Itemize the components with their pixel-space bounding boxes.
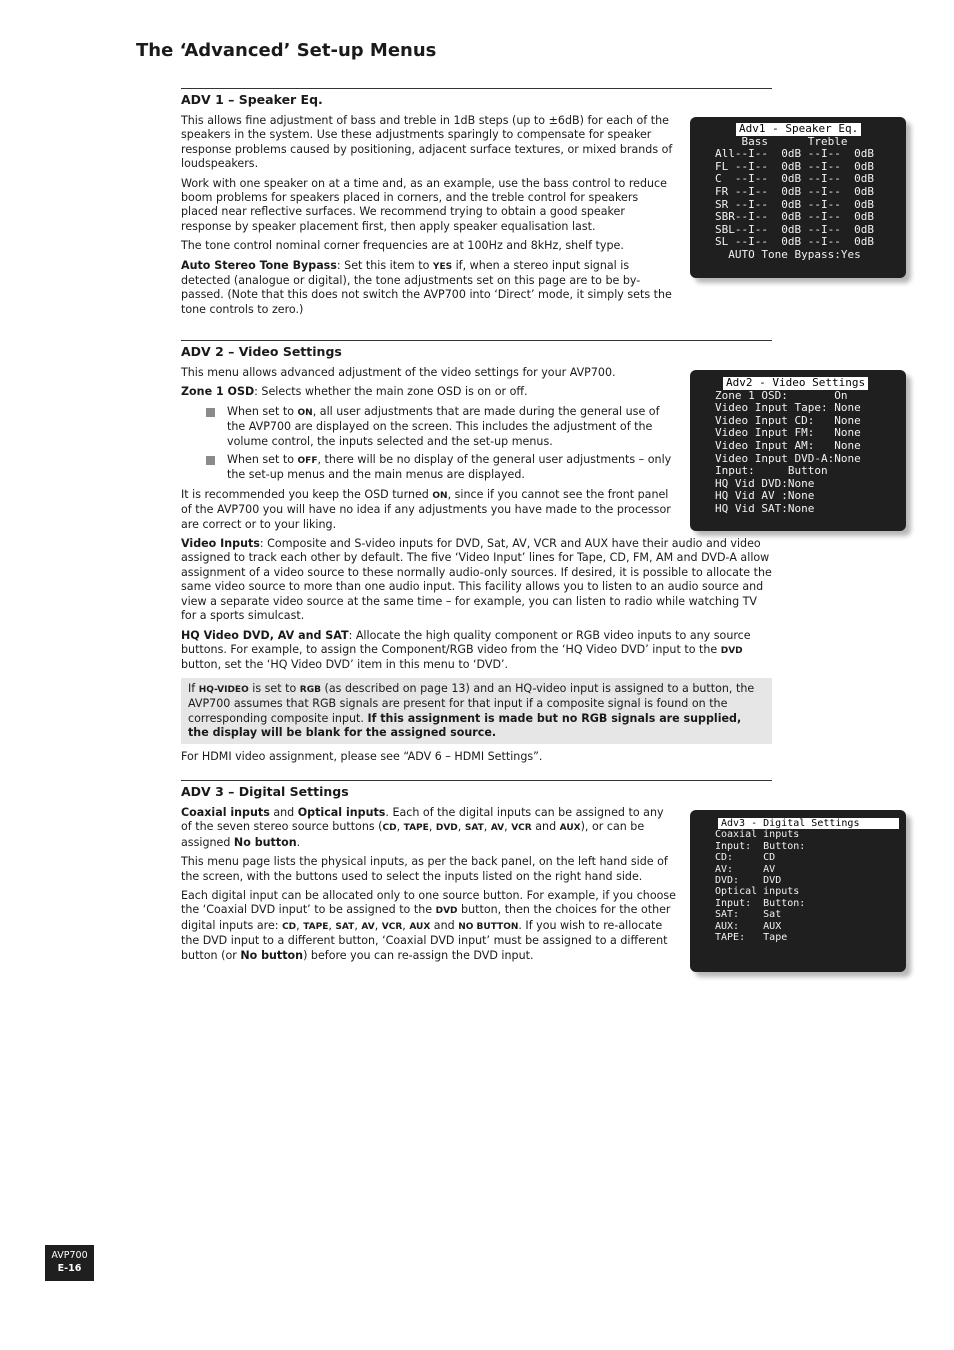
text: ) before you can re-assign the DVD input.: [303, 948, 534, 962]
text: . If you wish to re-allocate the DVD input to a different button, ‘Coaxial DVD input’ must be assigned to a different button (or: [181, 918, 668, 962]
text: ), or can be assigned: [181, 820, 645, 849]
screen-row: FR --I-- 0dB --I-- 0dB: [715, 184, 874, 198]
setting-value: TAPE: [303, 921, 329, 932]
list-item: [181, 405, 677, 449]
text: , there will be no display of the general user adjustments – only the set-up menus and the main menus are displayed.: [227, 453, 672, 482]
setting-value: AV: [490, 823, 505, 834]
setting-value: ON: [297, 407, 313, 418]
setting-value: AUX: [409, 921, 431, 932]
bullet-square-icon: [206, 456, 215, 465]
text: ,: [328, 918, 336, 932]
paragraph: [181, 629, 772, 673]
screen-row: All--I-- 0dB --I-- 0dB: [715, 147, 874, 161]
setting-value: SAT: [464, 823, 484, 834]
screen-row: CD: CD: [715, 852, 776, 864]
term: HQ Video DVD, AV and SAT: [181, 628, 349, 642]
screen-row: Input: Button:: [715, 840, 806, 852]
text: : Composite and S-video inputs for DVD, Sat, AV, VCR and AUX have their audio and video assigned to track each other by default. The five ‘Video Input’ lines for Tape, CD, FM, AM and DVD-A allow assignment of a video source to these normally audio-only sources. If desired, it is possible to allocate the same video source to more than one audio input. This facility allows you to listen to an audio source and view a separate video source at the same time – for example, you can listen to radio while watching TV for a sports simulcast.: [181, 537, 772, 623]
paragraph: For HDMI video assignment, please see “ADV 6 – HDMI Settings”.: [181, 750, 543, 764]
text: and: [531, 820, 560, 834]
paragraph: This menu allows advanced adjustment of the video settings for your AVP700.: [181, 366, 616, 379]
text: . Each of the digital inputs can be assigned to any of the seven stereo source buttons (: [181, 806, 664, 834]
paragraph: The tone control nominal corner frequencies are at 100Hz and 8kHz, shelf type.: [181, 239, 624, 253]
term: Auto Stereo Tone Bypass: [181, 258, 337, 272]
paragraph: [181, 806, 677, 850]
setting-value: YES: [432, 261, 453, 272]
screen-row: SAT: Sat: [715, 909, 782, 921]
text: ,: [296, 918, 304, 932]
osd-screen-adv3: [690, 810, 906, 972]
screen-row: Video Input CD: None: [715, 413, 861, 427]
page-title: The ‘Advanced’ Set-up Menus: [136, 40, 437, 61]
setting-value: TAPE: [403, 823, 429, 834]
screen-row: SBL--I-- 0dB --I-- 0dB: [715, 222, 874, 236]
term: Coaxial inputs: [181, 806, 270, 819]
screen-row: Video Input FM: None: [715, 426, 861, 440]
screen-row: AV: AV: [715, 863, 776, 875]
setting-value: DVD: [435, 906, 458, 917]
list-item: [181, 453, 677, 483]
screen-footer: AUTO Tone Bypass:Yes: [715, 247, 861, 261]
screen-title: Adv1 - Speaker Eq.: [736, 123, 861, 136]
screen-row: Coaxial inputs: [715, 829, 800, 841]
text: , all user adjustments that are made during the general use of the AVP700 are displayed on the screen. This includes the adjustment of the volume control, the inputs selected and the set-up menus.: [227, 404, 660, 448]
screen-row: C --I-- 0dB --I-- 0dB: [715, 172, 874, 186]
section-heading: ADV 1 – Speaker Eq.: [181, 92, 323, 107]
text: button, set the ‘HQ Video DVD’ item in this menu to ‘DVD’.: [181, 658, 509, 672]
screen-title: Adv3 - Digital Settings: [718, 818, 899, 829]
screen-row: Video Input AM: None: [715, 438, 861, 452]
setting-value: VCR: [511, 823, 532, 834]
text: If: [188, 681, 199, 695]
text: and: [269, 806, 298, 819]
screen-row: FL --I-- 0dB --I-- 0dB: [715, 159, 874, 173]
text: ,: [354, 918, 362, 932]
screen-row: SR --I-- 0dB --I-- 0dB: [715, 197, 874, 211]
text: if, when a stereo input signal is detected (analogue or digital), the tone adjustments set on this page are to be by-passed. (Note that this does not switch the AVP700 into ‘Direct’ mode, it simply sets the tone controls to zero.): [181, 258, 672, 316]
text: and: [430, 918, 459, 932]
section-divider: [181, 780, 772, 781]
page-number-tab: [45, 1245, 94, 1281]
text: : Set this item to: [336, 258, 433, 272]
section-divider: [181, 88, 772, 89]
setting-value: AUX: [559, 823, 581, 834]
text: ,: [428, 820, 436, 834]
section-adv2: [181, 340, 772, 770]
screen-row: AUX: AUX: [715, 920, 782, 932]
section-divider: [181, 340, 772, 341]
screen-row: TAPE: Tape: [715, 932, 788, 944]
screen-row: Video Input DVD-A:None: [715, 451, 861, 465]
screen-row: SL --I-- 0dB --I-- 0dB: [715, 235, 874, 249]
setting-value: OFF: [297, 456, 318, 467]
term: Zone 1 OSD: [181, 385, 255, 399]
term: Optical inputs: [297, 806, 386, 819]
screen-row: HQ Vid DVD:None: [715, 476, 815, 490]
paragraph: This menu page lists the physical inputs, as per the back panel, on the left hand side of the screen, with the buttons used to select the inputs listed on the right hand side.: [181, 855, 668, 883]
text: is set to: [248, 681, 300, 695]
note-text: [188, 682, 765, 741]
screen-row: Zone 1 OSD: On: [715, 388, 848, 402]
paragraph: [181, 537, 772, 623]
text: ,: [402, 918, 410, 932]
screen-column-header: Bass Treble: [715, 134, 848, 148]
setting-value: AV: [361, 921, 375, 932]
section-adv3: [181, 780, 772, 968]
text: Each digital input can be allocated only to one source button. For example, if you choose the ‘Coaxial DVD input’ to be assigned to the: [181, 889, 677, 917]
text: When set to: [227, 453, 298, 467]
screen-row: HQ Vid AV :None: [715, 489, 815, 503]
setting-value: RGB: [299, 684, 321, 695]
setting-value: VCR: [381, 921, 403, 932]
setting-value: NO BUTTON: [458, 921, 519, 932]
osd-screen-adv2: [690, 370, 906, 531]
text: When set to: [227, 404, 298, 418]
paragraph: [181, 488, 677, 532]
text: ,: [504, 820, 512, 834]
setting-value: DVD: [435, 823, 458, 834]
text: ,: [457, 820, 465, 834]
osd-screen-adv1: [690, 117, 906, 278]
setting-value: CD: [382, 823, 397, 834]
section-heading: ADV 2 – Video Settings: [181, 344, 342, 359]
text: ,: [396, 820, 404, 834]
page-number: E-16: [57, 1263, 82, 1274]
term: Video Inputs: [181, 537, 260, 551]
text: .: [296, 835, 301, 849]
text: (as described on page 13) and an HQ-video input is assigned to a button, the AVP700 assumes that RGB signals are present for that input if a composite signal is found on the corresponding composite input.: [188, 681, 755, 725]
paragraph: [181, 385, 677, 399]
setting-value: CD: [282, 921, 297, 932]
text: It is recommended you keep the OSD turned: [181, 487, 433, 501]
setting-value: SAT: [335, 921, 355, 932]
text: : Allocate the high quality component or RGB video inputs to any source buttons. For example, to assign the Component/RGB video from the ‘HQ Video DVD’ input to the: [181, 628, 751, 656]
setting-value: HQ-VIDEO: [198, 684, 249, 695]
setting-value: DVD: [720, 645, 743, 656]
bullet-list: [181, 405, 677, 483]
screen-row: Video Input Tape: None: [715, 401, 861, 415]
model-label: AVP700: [51, 1250, 88, 1261]
screen-row: DVD: DVD: [715, 875, 782, 887]
bullet-square-icon: [206, 408, 215, 417]
screen-row: Input: Button:: [715, 897, 806, 909]
paragraph: This allows fine adjustment of bass and treble in 1dB steps (up to ±6dB) for each of the speakers in the system. Use these adjustments sparingly to compensate for speaker response problems caused by positioning, adjacent surface textures, or mixed brands of loudspeakers.: [181, 114, 673, 171]
paragraph: Work with one speaker on at a time and, as an example, use the bass control to reduce boom problems for speakers placed in corners, and the treble control for speakers placed near reflective surfaces. We recommend trying to obtain a good speaker response by speaker placement first, then apply speaker equalisation last.: [181, 176, 667, 233]
screen-row: SBR--I-- 0dB --I-- 0dB: [715, 210, 874, 224]
text: ,: [374, 918, 382, 932]
screen-title: Adv2 - Video Settings: [723, 377, 868, 390]
note-box: [181, 678, 772, 745]
term: No button: [240, 948, 304, 962]
text: button, then the choices for the other digital inputs are:: [181, 903, 671, 932]
term: No button: [233, 835, 297, 849]
screen-row: Optical inputs: [715, 886, 800, 898]
text: , since if you cannot see the front panel of the AVP700 you will have no idea if any adjustments you have made to the processor are correct or to your liking.: [181, 487, 671, 531]
text: ,: [483, 820, 491, 834]
paragraph: [181, 889, 677, 963]
screen-row: HQ Vid SAT:None: [715, 501, 815, 515]
section-adv1: [181, 88, 772, 322]
setting-value: ON: [432, 490, 448, 501]
warning-text: If this assignment is made but no RGB signals are supplied, the display will be blank for the assigned source.: [188, 711, 742, 739]
paragraph: [181, 259, 677, 318]
section-heading: ADV 3 – Digital Settings: [181, 784, 349, 799]
screen-row: Input: Button: [715, 464, 828, 478]
text: : Selects whether the main zone OSD is on or off.: [254, 385, 528, 399]
